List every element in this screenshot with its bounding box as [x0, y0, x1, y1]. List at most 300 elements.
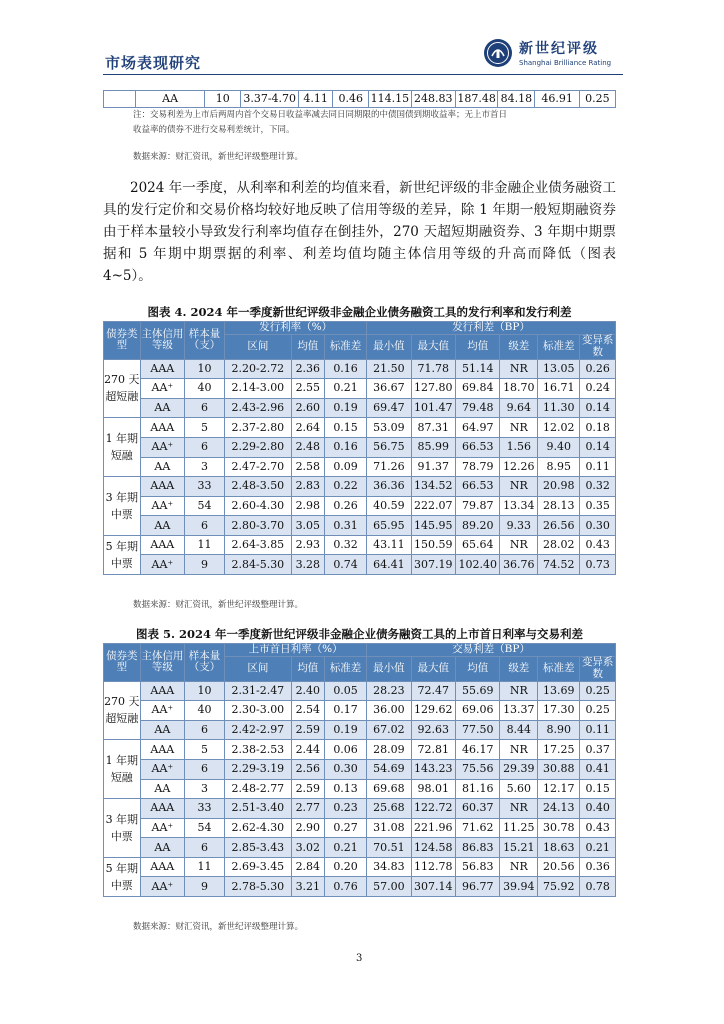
- table-row: [104, 681, 616, 701]
- cell: 11.30: [538, 398, 580, 418]
- cell: 0.19: [324, 398, 366, 418]
- cell: 0.30: [324, 759, 366, 779]
- data-source: 数据来源：财汇资讯，新世纪评级整理计算。: [133, 152, 304, 162]
- cell: 18.63: [538, 838, 580, 858]
- cell: AA⁺: [140, 437, 184, 457]
- cell: 0.14: [580, 437, 616, 457]
- table-row: [104, 496, 616, 516]
- table-row: [104, 818, 616, 838]
- cell: AAA: [140, 681, 184, 701]
- cell: 0.30: [580, 516, 616, 536]
- cell: NR: [500, 740, 538, 760]
- cell: 89.20: [456, 516, 500, 536]
- cell: 2.56: [291, 759, 324, 779]
- cell: 0.32: [324, 535, 366, 555]
- bond-type-cell: 270 天超短融: [104, 359, 141, 418]
- cell: 0.43: [580, 535, 616, 555]
- cell: 67.02: [367, 720, 411, 740]
- continued-table-row: [103, 90, 616, 108]
- cell: 84.18: [498, 91, 535, 108]
- header-sample-count: 样本量（支）: [185, 644, 225, 682]
- bond-type-cell: 5 年期中票: [104, 857, 141, 896]
- table-row: [104, 418, 616, 438]
- cell: AAA: [140, 535, 184, 555]
- header-std: 标准差: [324, 334, 366, 359]
- cell: 55.69: [456, 681, 500, 701]
- cell: 0.32: [580, 477, 616, 497]
- header-rating: 主体信用等级: [140, 644, 184, 682]
- table-row: [104, 720, 616, 740]
- cell: 2.37-2.80: [225, 418, 292, 438]
- cell: 11.25: [500, 818, 538, 838]
- cell: 0.31: [324, 516, 366, 536]
- cell: 2.59: [291, 720, 324, 740]
- cell: 40.59: [367, 496, 411, 516]
- cell: 0.11: [580, 457, 616, 477]
- cell: AAA: [140, 857, 184, 877]
- header-bond-type: 债券类型: [104, 644, 141, 682]
- cell: 2.14-3.00: [225, 379, 292, 399]
- cell: 0.21: [324, 838, 366, 858]
- cell: 12.17: [538, 779, 580, 799]
- table-row: [104, 779, 616, 799]
- cell: 39.94: [500, 877, 538, 897]
- cell: AA⁺: [140, 379, 184, 399]
- cell: 2.60: [291, 398, 324, 418]
- cell: 0.25: [580, 701, 616, 721]
- cell: 20.98: [538, 477, 580, 497]
- brand-name-en: Shanghai Brilliance Rating: [519, 59, 612, 67]
- table5: [103, 643, 616, 897]
- cell: 0.43: [580, 818, 616, 838]
- table-row: [104, 516, 616, 536]
- cell: 96.77: [456, 877, 500, 897]
- cell: NR: [500, 681, 538, 701]
- cell: AA⁺: [140, 818, 184, 838]
- cell: 36.67: [367, 379, 411, 399]
- table-row: [104, 555, 616, 575]
- cell: 2.55: [291, 379, 324, 399]
- cell: AAA: [140, 418, 184, 438]
- table-row: [104, 799, 616, 819]
- cell: 0.18: [580, 418, 616, 438]
- table-row: [104, 477, 616, 497]
- cell: 2.48: [291, 437, 324, 457]
- cell: 2.29-3.19: [225, 759, 292, 779]
- cell: 0.16: [324, 359, 366, 379]
- cell: AAA: [140, 359, 184, 379]
- header-range: 区间: [225, 656, 292, 681]
- cell: 13.05: [538, 359, 580, 379]
- bond-type-cell: 1 年期短融: [104, 418, 141, 477]
- cell: 33: [185, 799, 225, 819]
- cell: AA: [140, 779, 184, 799]
- body-paragraph: 2024 年一季度，从利率和利差的均值来看，新世纪评级的非金融企业债务融资工具的发行定价和交易价格均较好地反映了信用等级的差异，除 1 年期一般短期融资券由于样本量较小导致发行利率均值存在倒挂外，270 天超短期融资券、3 年期中期票据和 5 年期中期票据的利率、利差均值均随主体信用等级的升高而降低（图表 4~5）。: [103, 180, 616, 284]
- header-max: 最大值: [411, 656, 455, 681]
- cell: 53.09: [367, 418, 411, 438]
- cell: 36.36: [367, 477, 411, 497]
- cell: 77.50: [456, 720, 500, 740]
- cell: NR: [500, 535, 538, 555]
- cell: 69.47: [367, 398, 411, 418]
- header-min: 最小值: [367, 334, 411, 359]
- cell: 79.87: [456, 496, 500, 516]
- cell: AAA: [140, 740, 184, 760]
- cell: 65.95: [367, 516, 411, 536]
- brand-name: 新世纪评级: [519, 41, 599, 57]
- cell: 2.93: [291, 535, 324, 555]
- cell: 0.16: [324, 437, 366, 457]
- cell: 56.83: [456, 857, 500, 877]
- cell: 0.21: [580, 838, 616, 858]
- cell: 3.05: [291, 516, 324, 536]
- cell: 71.62: [456, 818, 500, 838]
- bond-type-cell: 270 天超短融: [104, 681, 141, 740]
- cell: 0.74: [324, 555, 366, 575]
- cell: 0.76: [324, 877, 366, 897]
- table-row: [104, 838, 616, 858]
- cell: 8.95: [538, 457, 580, 477]
- cell: 150.59: [411, 535, 455, 555]
- cell: 64.41: [367, 555, 411, 575]
- cell: AAA: [140, 477, 184, 497]
- cell: 11: [185, 535, 225, 555]
- cell: 9.64: [500, 398, 538, 418]
- table-row: [104, 398, 616, 418]
- cell: 101.47: [411, 398, 455, 418]
- cell: 34.83: [367, 857, 411, 877]
- cell: AA: [140, 398, 184, 418]
- cell: 122.72: [411, 799, 455, 819]
- cell: 2.51-3.40: [225, 799, 292, 819]
- cell: 2.62-4.30: [225, 818, 292, 838]
- header-min: 最小值: [367, 656, 411, 681]
- cell: 221.96: [411, 818, 455, 838]
- cell: 0.20: [324, 857, 366, 877]
- cell: 9: [185, 877, 225, 897]
- cell: 0.19: [324, 720, 366, 740]
- cell: 24.13: [538, 799, 580, 819]
- cell: 0.40: [580, 799, 616, 819]
- cell: 3: [185, 779, 225, 799]
- brand-logo: [483, 36, 623, 72]
- cell: 0.13: [324, 779, 366, 799]
- cell: AA: [140, 516, 184, 536]
- cell: 10: [185, 681, 225, 701]
- cell: 0.27: [324, 818, 366, 838]
- cell: 54: [185, 496, 225, 516]
- header-std: 标准差: [324, 656, 366, 681]
- cell: AA: [140, 838, 184, 858]
- header-gap: 级差: [500, 656, 538, 681]
- cell: 13.34: [500, 496, 538, 516]
- cell: 2.78-5.30: [225, 877, 292, 897]
- cell: 40: [185, 701, 225, 721]
- cell: 54: [185, 818, 225, 838]
- cell: 29.39: [500, 759, 538, 779]
- cell: 3: [185, 457, 225, 477]
- cell: 71.26: [367, 457, 411, 477]
- cell: 87.31: [411, 418, 455, 438]
- cell: 12.02: [538, 418, 580, 438]
- header-divider: [103, 74, 623, 75]
- cell: 28.23: [367, 681, 411, 701]
- cell: 2.84-5.30: [225, 555, 292, 575]
- cell: 0.46: [333, 91, 369, 108]
- cell: 9: [185, 555, 225, 575]
- cell: 4.11: [299, 91, 333, 108]
- cell: 10: [185, 359, 225, 379]
- table4: [103, 321, 616, 575]
- cell: AAA: [140, 799, 184, 819]
- table-row: [104, 359, 616, 379]
- header-bond-type: 债券类型: [104, 322, 141, 360]
- cell: 124.58: [411, 838, 455, 858]
- cell: 0.26: [324, 496, 366, 516]
- cell: 30.78: [538, 818, 580, 838]
- cell: 2.40: [291, 681, 324, 701]
- cell: 2.64: [291, 418, 324, 438]
- cell: 75.92: [538, 877, 580, 897]
- cell: 17.30: [538, 701, 580, 721]
- table-row: [104, 877, 616, 897]
- cell: 2.90: [291, 818, 324, 838]
- cell: 127.80: [411, 379, 455, 399]
- cell: 102.40: [456, 555, 500, 575]
- cell: 2.31-2.47: [225, 681, 292, 701]
- header-mean: 均值: [291, 656, 324, 681]
- cell: 33: [185, 477, 225, 497]
- cell: 69.68: [367, 779, 411, 799]
- cell: 2.43-2.96: [225, 398, 292, 418]
- header-rate-group: 发行利率（%）: [225, 322, 367, 335]
- cell: 36.76: [500, 555, 538, 575]
- cell: 46.17: [456, 740, 500, 760]
- cell: 0.26: [580, 359, 616, 379]
- table4-source: 数据来源：财汇资讯，新世纪评级整理计算。: [133, 600, 304, 610]
- cell: 2.85-3.43: [225, 838, 292, 858]
- cell: 79.48: [456, 398, 500, 418]
- cell: 2.80-3.70: [225, 516, 292, 536]
- table-row: [104, 759, 616, 779]
- table5-caption: 图表 5. 2024 年一季度新世纪评级非金融企业债务融资工具的上市首日利率与交易利差: [135, 627, 584, 641]
- cell: 2.44: [291, 740, 324, 760]
- cell: 66.53: [456, 437, 500, 457]
- cell: 40: [185, 379, 225, 399]
- cell: 72.47: [411, 681, 455, 701]
- cell: 2.60-4.30: [225, 496, 292, 516]
- header-rate-group: 上市首日利率（%）: [225, 644, 367, 657]
- cell: AA⁺: [140, 701, 184, 721]
- header-spread-std: 标准差: [538, 656, 580, 681]
- cell: 46.91: [535, 91, 579, 108]
- cell: 0.73: [580, 555, 616, 575]
- cell: 9.33: [500, 516, 538, 536]
- cell: 307.14: [411, 877, 455, 897]
- cell: 0.14: [580, 398, 616, 418]
- cell: 187.48: [455, 91, 497, 108]
- header-cv: 变异系数: [580, 656, 616, 681]
- header-sample-count: 样本量（支）: [185, 322, 225, 360]
- cell: 2.48-2.77: [225, 779, 292, 799]
- cell: 6: [185, 516, 225, 536]
- header-max: 最大值: [411, 334, 455, 359]
- table-row: [104, 437, 616, 457]
- cell: AA: [140, 457, 184, 477]
- header-rating: 主体信用等级: [140, 322, 184, 360]
- cell: 248.83: [411, 91, 455, 108]
- header-spread-std: 标准差: [538, 334, 580, 359]
- cell: 0.25: [579, 91, 615, 108]
- cell: 56.75: [367, 437, 411, 457]
- cell: 5: [185, 740, 225, 760]
- cell: NR: [500, 857, 538, 877]
- cell: 69.06: [456, 701, 500, 721]
- bond-type-cell: 3 年期中票: [104, 477, 141, 536]
- header-spread-group: 交易利差（BP）: [367, 644, 616, 657]
- cell: 13.69: [538, 681, 580, 701]
- cell: 92.63: [411, 720, 455, 740]
- cell: 17.25: [538, 740, 580, 760]
- cell: 85.99: [411, 437, 455, 457]
- seal-icon: [483, 38, 513, 68]
- cell: 2.64-3.85: [225, 535, 292, 555]
- cell: 6: [185, 437, 225, 457]
- cell: 2.38-2.53: [225, 740, 292, 760]
- cell: 2.84: [291, 857, 324, 877]
- cell: 6: [185, 720, 225, 740]
- cell: 2.54: [291, 701, 324, 721]
- table4-caption: 图表 4. 2024 年一季度新世纪评级非金融企业债务融资工具的发行利率和发行利差: [147, 305, 572, 319]
- cell: 0.06: [324, 740, 366, 760]
- cell: 3.21: [291, 877, 324, 897]
- cell: 36.00: [367, 701, 411, 721]
- cell: 2.77: [291, 799, 324, 819]
- cell: 91.37: [411, 457, 455, 477]
- cell: 20.56: [538, 857, 580, 877]
- cell: 66.53: [456, 477, 500, 497]
- bond-type-cell: 1 年期短融: [104, 740, 141, 799]
- header-range: 区间: [225, 334, 292, 359]
- cell: 57.00: [367, 877, 411, 897]
- cell: 2.20-2.72: [225, 359, 292, 379]
- cell: 0.24: [580, 379, 616, 399]
- cell: 75.56: [456, 759, 500, 779]
- cell: 69.84: [456, 379, 500, 399]
- cell: NR: [500, 799, 538, 819]
- cell: 2.42-2.97: [225, 720, 292, 740]
- cell: 70.51: [367, 838, 411, 858]
- header-mean: 均值: [291, 334, 324, 359]
- cell: 3.37-4.70: [241, 91, 299, 108]
- cell: 43.11: [367, 535, 411, 555]
- cell: 0.36: [580, 857, 616, 877]
- cell: 5: [185, 418, 225, 438]
- table-row: [104, 740, 616, 760]
- page-header: [103, 34, 623, 74]
- cell: 2.36: [291, 359, 324, 379]
- cell: AA⁺: [140, 877, 184, 897]
- cell: NR: [500, 418, 538, 438]
- cell: 129.62: [411, 701, 455, 721]
- cell: 222.07: [411, 496, 455, 516]
- cell: 65.64: [456, 535, 500, 555]
- header-spread-mean: 均值: [456, 656, 500, 681]
- cell: 2.83: [291, 477, 324, 497]
- header-spread-group: 发行利差（BP）: [367, 322, 616, 335]
- cell: 78.79: [456, 457, 500, 477]
- cell: 28.13: [538, 496, 580, 516]
- cell: 3.28: [291, 555, 324, 575]
- cell: AA⁺: [140, 496, 184, 516]
- cell: AA: [136, 91, 205, 108]
- table-row: [104, 701, 616, 721]
- cell: 0.11: [580, 720, 616, 740]
- cell: 12.26: [500, 457, 538, 477]
- cell: 134.52: [411, 477, 455, 497]
- cell: 1.56: [500, 437, 538, 457]
- cell: 143.23: [411, 759, 455, 779]
- cell: 112.78: [411, 857, 455, 877]
- cell: 0.35: [580, 496, 616, 516]
- cell: 0.78: [580, 877, 616, 897]
- cell: 0.37: [580, 740, 616, 760]
- cell: 307.19: [411, 555, 455, 575]
- cell: AA⁺: [140, 555, 184, 575]
- cell: 2.69-3.45: [225, 857, 292, 877]
- cell: 51.14: [456, 359, 500, 379]
- cell: 21.50: [367, 359, 411, 379]
- cell: 114.15: [369, 91, 411, 108]
- cell: 0.21: [324, 379, 366, 399]
- cell: 2.58: [291, 457, 324, 477]
- header-cv: 变异系数: [580, 334, 616, 359]
- cell: 10: [205, 91, 241, 108]
- cell: 8.44: [500, 720, 538, 740]
- cell: 0.09: [324, 457, 366, 477]
- cell: 0.05: [324, 681, 366, 701]
- cell: 2.48-3.50: [225, 477, 292, 497]
- cell: 5.60: [500, 779, 538, 799]
- cell: 60.37: [456, 799, 500, 819]
- cell: 31.08: [367, 818, 411, 838]
- header-gap: 级差: [500, 334, 538, 359]
- cell: 86.83: [456, 838, 500, 858]
- table-row: [104, 457, 616, 477]
- cell: NR: [500, 359, 538, 379]
- cell: 0.41: [580, 759, 616, 779]
- page-number: 3: [356, 953, 363, 964]
- cell: 0.17: [324, 701, 366, 721]
- section-title: 市场表现研究: [105, 54, 202, 72]
- cell: 145.95: [411, 516, 455, 536]
- cell: 0.15: [580, 779, 616, 799]
- cell: 25.68: [367, 799, 411, 819]
- cell: 16.71: [538, 379, 580, 399]
- cell: 2.47-2.70: [225, 457, 292, 477]
- table5-source: 数据来源：财汇资讯，新世纪评级整理计算。: [133, 922, 304, 932]
- cell: 71.78: [411, 359, 455, 379]
- cell: 6: [185, 838, 225, 858]
- cell: 30.88: [538, 759, 580, 779]
- cell: 15.21: [500, 838, 538, 858]
- cell: 0.15: [324, 418, 366, 438]
- table-note: 注：交易利差为上市后两周内首个交易日收益率减去同日同期限的中债国债到期收益率；无上市首日 收益率的债券不进行交易利差统计，下同。: [133, 110, 508, 135]
- cell: AA: [140, 720, 184, 740]
- cell: 54.69: [367, 759, 411, 779]
- cell: NR: [500, 477, 538, 497]
- cell: 18.70: [500, 379, 538, 399]
